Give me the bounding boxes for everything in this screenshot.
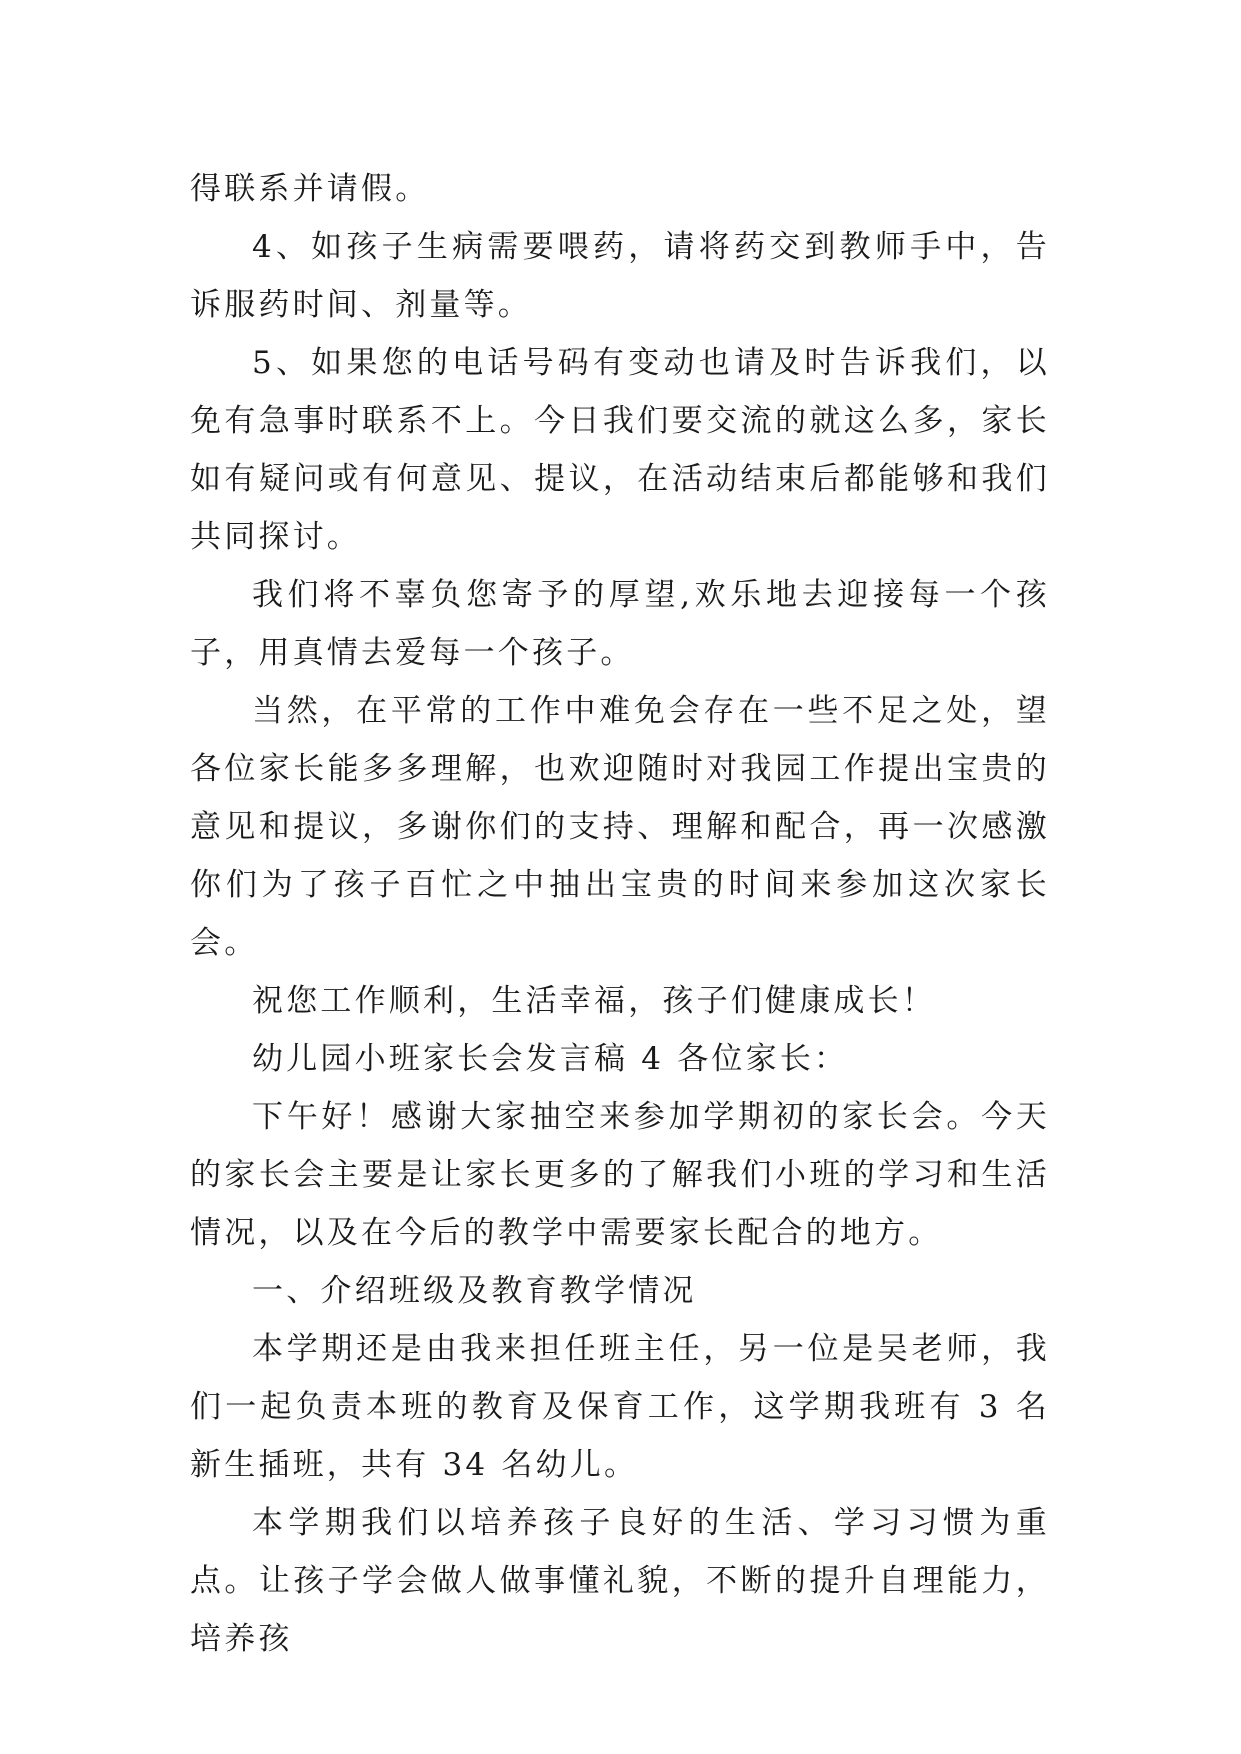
paragraph-item-5-phone: 5、如果您的电话号码有变动也请及时告诉我们，以免有急事时联系不上。今日我们要交流的就这么多，家长如有疑问或有何意见、提议，在活动结束后都能够和我们共同探讨。: [190, 345, 1050, 555]
document-body: [190, 160, 1050, 1668]
paragraph-expectation: 我们将不辜负您寄予的厚望,欢乐地去迎接每一个孩子，用真情去爱每一个孩子。: [190, 577, 1050, 671]
paragraph-focus: 本学期我们以培养孩子良好的生活、学习习惯为重点。让孩子学会做人做事懂礼貌，不断的提升自理能力，培养孩: [190, 1505, 1050, 1657]
speech-4-heading: 幼儿园小班家长会发言稿 4 各位家长：: [252, 1041, 849, 1077]
section-heading-class-intro: 一、介绍班级及教育教学情况: [252, 1273, 697, 1309]
paragraph-continuation: 得联系并请假。: [190, 171, 430, 207]
paragraph-teachers: 本学期还是由我来担任班主任，另一位是吴老师，我们一起负责本班的教育及保育工作，这学期我班有 3 名新生插班，共有 34 名幼儿。: [190, 1331, 1050, 1483]
paragraph-greeting: 下午好！感谢大家抽空来参加学期初的家长会。今天的家长会主要是让家长更多的了解我们小班的学习和生活情况，以及在今后的教学中需要家长配合的地方。: [190, 1099, 1050, 1251]
paragraph-item-4-medicine: 4、如孩子生病需要喂药，请将药交到教师手中，告诉服药时间、剂量等。: [190, 229, 1050, 323]
paragraph-wishes: 祝您工作顺利，生活幸福，孩子们健康成长！: [252, 983, 936, 1019]
paragraph-thanks: 当然，在平常的工作中难免会存在一些不足之处，望各位家长能多多理解，也欢迎随时对我园工作提出宝贵的意见和提议，多谢你们的支持、理解和配合，再一次感激你们为了孩子百忙之中抽出宝贵的时间来参加这次家长会。: [190, 693, 1050, 961]
